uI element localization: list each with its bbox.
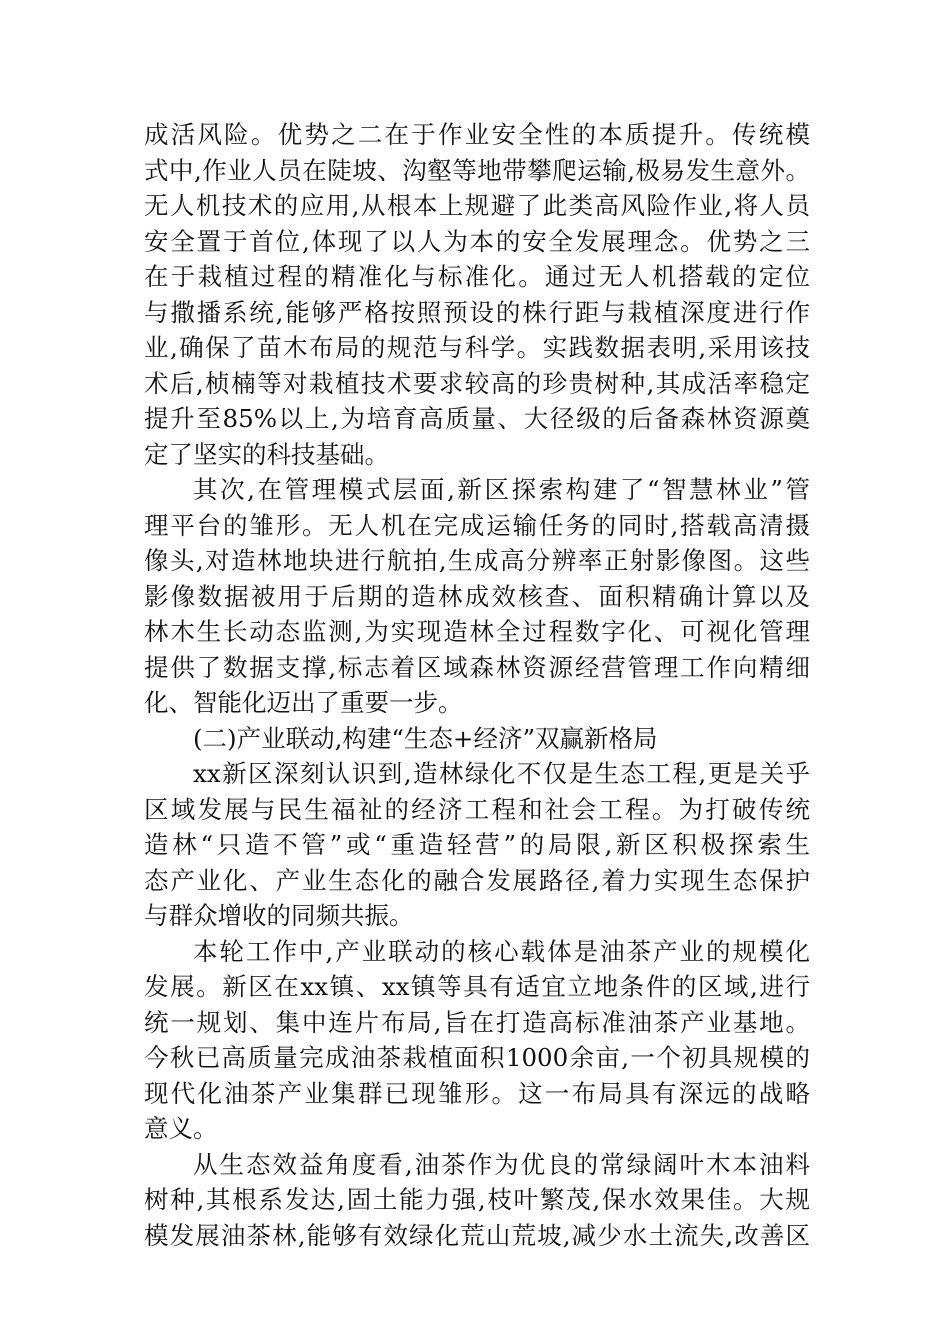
text-line: 理平台的雏形。无人机在完成运输任务的同时,搭载高清摄	[144, 510, 810, 540]
text-line: xx新区深刻认识到,造林绿化不仅是生态工程,更是关乎	[193, 759, 810, 788]
text-line: 提供了数据支撑,标志着区域森林资源经营管理工作向精细	[144, 652, 810, 682]
text-line: 造林“只造不管”或“重造轻营”的局限,新区积极探索生	[144, 830, 810, 859]
text-line: 区域发展与民生福祉的经济工程和社会工程。为打破传统	[144, 794, 810, 824]
text-line: 提升至85%以上,为培育高质量、大径级的后备森林资源奠	[144, 404, 810, 433]
text-line: 统一规划、集中连片布局,旨在打造高标准油茶产业基地。	[144, 1007, 810, 1037]
text-line: 模发展油茶林,能够有效绿化荒山荒坡,减少水土流失,改善区	[144, 1220, 810, 1250]
text-line: 从生态效益角度看,油茶作为优良的常绿阔叶木本油料	[193, 1149, 810, 1179]
text-line: 本轮工作中,产业联动的核心载体是油茶产业的规模化	[193, 936, 810, 966]
text-line: 业,确保了苗木布局的规范与科学。实践数据表明,采用该技	[144, 333, 810, 362]
text-line: 无人机技术的应用,从根本上规避了此类高风险作业,将人员	[144, 191, 810, 220]
text-line: 像头,对造林地块进行航拍,生成高分辨率正射影像图。这些	[144, 546, 810, 575]
text-line: 安全置于首位,体现了以人为本的安全发展理念。优势之三	[144, 226, 810, 256]
text-line: 今秋已高质量完成油茶栽植面积1000余亩,一个初具规模的	[144, 1043, 810, 1072]
text-line: 成活风险。优势之二在于作业安全性的本质提升。传统模	[144, 120, 810, 149]
text-line: 林木生长动态监测,为实现造林全过程数字化、可视化管理	[144, 617, 810, 646]
text-line: 发展。新区在xx镇、xx镇等具有适宜立地条件的区域,进行	[144, 972, 810, 1001]
paragraph-oil-tea	[144, 934, 810, 1147]
text-line: 树种,其根系发达,固土能力强,枝叶繁茂,保水效果佳。大规	[144, 1185, 810, 1214]
text-line: 式中,作业人员在陡坡、沟壑等地带攀爬运输,极易发生意外。	[144, 155, 810, 185]
text-line: 其次,在管理模式层面,新区探索构建了“智慧林业”管	[193, 475, 810, 504]
text-line: 与撒播系统,能够严格按照预设的株行距与栽植深度进行作	[144, 297, 810, 327]
paragraph-advantages	[144, 117, 810, 472]
text-line: 影像数据被用于后期的造林成效核查、面积精确计算以及	[144, 581, 810, 611]
text-line: 定了坚实的科技基础。	[144, 439, 389, 469]
text-line: 在于栽植过程的精准化与标准化。通过无人机搭载的定位	[144, 262, 810, 291]
text-line: 态产业化、产业生态化的融合发展路径,着力实现生态保护	[144, 865, 810, 895]
paragraph-ecological-benefit	[144, 1147, 810, 1254]
text-line: 现代化油茶产业集群已现雏形。这一布局具有深远的战略	[144, 1078, 810, 1108]
text-line: 意义。	[144, 1114, 218, 1143]
section-heading	[144, 721, 810, 757]
paragraph-industry-intro	[144, 756, 810, 934]
text-line: 与群众增收的同频共振。	[144, 901, 414, 930]
document-page	[144, 117, 810, 1253]
text-line: 术后,桢楠等对栽植技术要求较高的珍贵树种,其成活率稳定	[144, 368, 810, 398]
heading-line: (二)产业联动,构建“生态+经济”双赢新格局	[193, 723, 658, 753]
paragraph-smart-forestry	[144, 472, 810, 721]
text-line: 化、智能化迈出了重要一步。	[144, 688, 463, 717]
